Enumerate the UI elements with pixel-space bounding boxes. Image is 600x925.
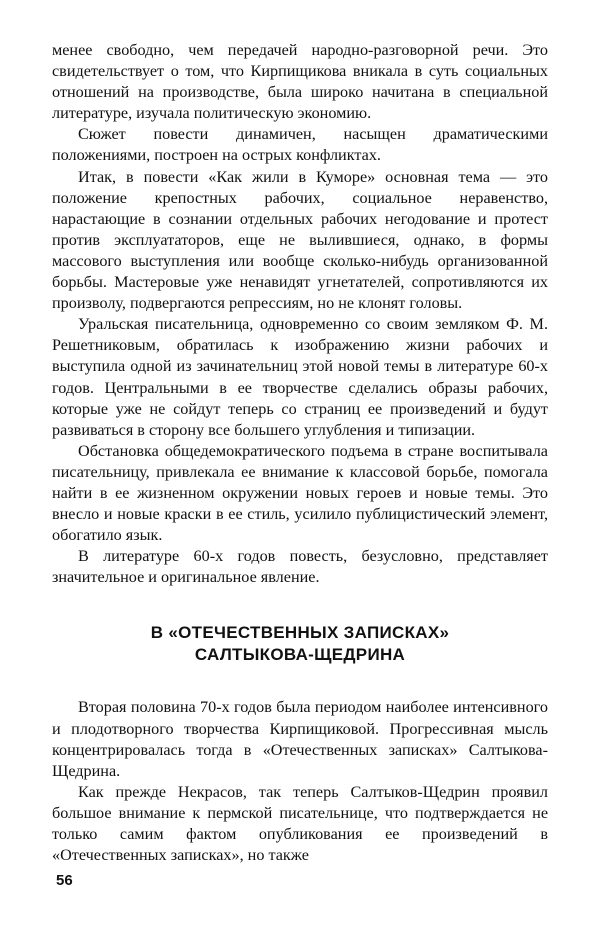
section-heading-line-2: САЛТЫКОВА-ЩЕДРИНА bbox=[194, 645, 406, 665]
paragraph: Вторая половина 70-х годов была периодом наиболее интенсивного и плодотворного творчества Кирпищиковой. Прогрессивная мысль концентрировалась тогда в «Отечественных записках» Салтыкова-Щедрина. bbox=[52, 698, 548, 780]
section-heading bbox=[52, 622, 548, 666]
paragraph: Обстановка общедемократического подъема в стране воспитывала писательницу, привлекала ее внимание к классовой борьбе, помогала найти в ее жизненном окружении новых героев и новые темы. Это внесло и новые краски в ее стиль, усилило публицистический элемент, обогатило язык. bbox=[52, 441, 548, 545]
book-page bbox=[52, 40, 548, 866]
paragraph: В литературе 60-х годов повесть, безусловно, представляет значительное и оригинальное явление. bbox=[52, 547, 548, 587]
paragraph: менее свободно, чем передачей народно-разговорной речи. Это свидетельствует о том, что Кирпищикова вникала в суть социальных отношений на производстве, была широко начитана в специальной литературе, изучала политическую экономию. bbox=[52, 41, 548, 123]
paragraph: Как прежде Некрасов, так теперь Салтыков-Щедрин проявил большое внимание к пермской писательнице, что подтверждается не только самим фактом опубликования ее произведений в «Отечественных записках», но также bbox=[52, 782, 548, 865]
paragraph: Итак, в повести «Как жили в Куморе» основная тема — это положение крепостных рабочих, социальное неравенство, нарастающие в сознании отдельных рабочих негодование и протест против эксплуататоров, еще не вылившиеся, однако, в формы массового выступления или вообще сколько-нибудь организованной борьбы. Мастеровые уже ненавидят угнетателей, сопротивляются их произволу, подвергаются репрессиям, но не клонят головы. bbox=[52, 167, 548, 313]
paragraph: Уральская писательница, одновременно со своим земляком Ф. М. Решетниковым, обратилась к изображению жизни рабочих и выступила одной из зачинательниц этой новой темы в литературе 60-х годов. Центральными в ее творчестве сделались образы рабочих, которые уже не сойдут теперь со страниц ее произведений и будут развиваться в сторону все большего углубления и типизации. bbox=[52, 315, 548, 439]
page-number: 56 bbox=[56, 872, 73, 889]
section-heading-line-1: В «ОТЕЧЕСТВЕННЫХ ЗАПИСКАХ» bbox=[150, 623, 450, 643]
paragraph: Сюжет повести динамичен, насыщен драматическими положениями, построен на острых конфликтах. bbox=[52, 125, 548, 165]
